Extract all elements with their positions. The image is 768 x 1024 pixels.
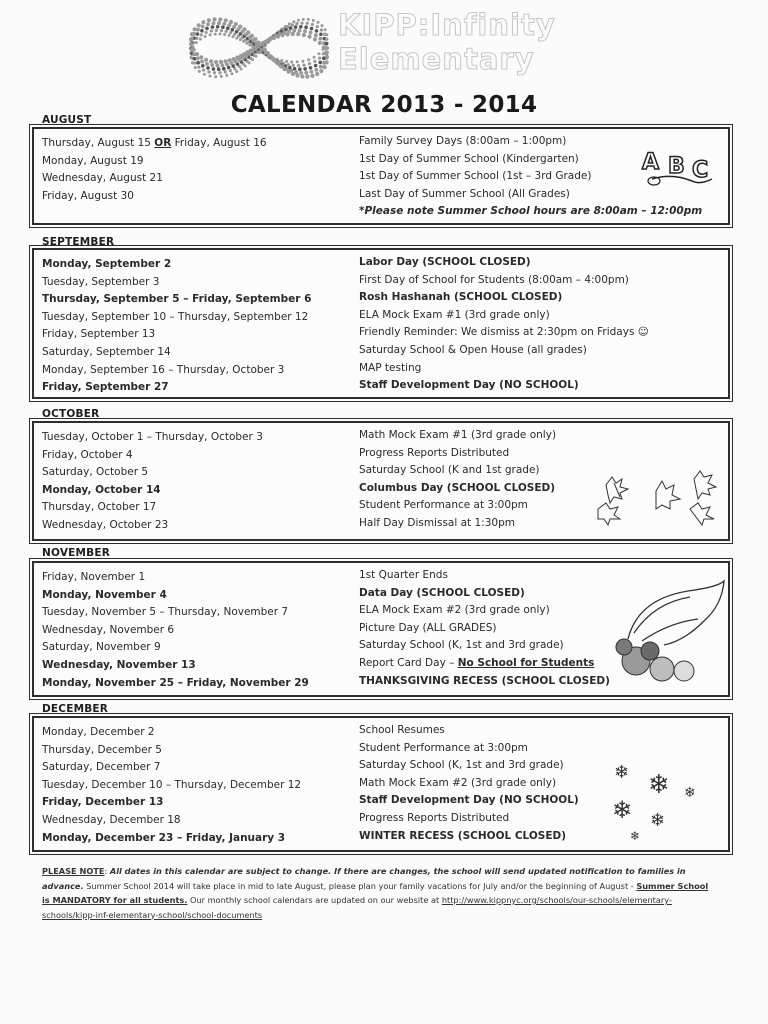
logo-dot <box>293 67 297 71</box>
logo-dot <box>306 22 309 25</box>
logo-dot <box>276 34 280 38</box>
date-row: Tuesday, December 10 – Thursday, December 12 <box>42 778 302 791</box>
logo-dot <box>269 54 273 58</box>
logo-dot <box>310 74 314 78</box>
logo-dot <box>318 52 321 55</box>
logo-dot <box>229 69 232 72</box>
logo-dot <box>325 42 329 46</box>
svg-text:B: B <box>668 154 685 179</box>
logo-dot <box>281 33 285 37</box>
logo-dot <box>318 61 322 65</box>
infinity-logo <box>180 10 338 86</box>
event-row: Progress Reports Distributed <box>359 811 510 824</box>
logo-dot <box>321 24 324 27</box>
logo-dot <box>198 70 201 73</box>
logo-dot <box>279 64 283 68</box>
logo-dot <box>190 32 194 36</box>
logo-dot <box>193 61 196 64</box>
date-row: Friday, November 1 <box>42 571 146 583</box>
logo-dot <box>218 71 221 74</box>
note-body: Summer School 2014 will take place in mid to late August, please plan your family vacations for July and/or the beginning of August - <box>83 880 637 891</box>
date-row: Monday, October 14 <box>42 483 161 496</box>
logo-dot <box>225 30 228 33</box>
logo-dot <box>202 68 205 71</box>
date-row: Saturday, September 14 <box>42 345 171 358</box>
school-documents-link[interactable]: http://www.kippnyc.org/schools/our-schools/elementary-schools/kipp-inf-elementary-school/school-documents <box>42 895 672 920</box>
logo-dot <box>319 69 323 73</box>
logo-dot <box>318 41 322 45</box>
logo-dot <box>325 33 328 36</box>
logo-dot <box>195 37 198 40</box>
event-row: School Resumes <box>359 724 445 736</box>
logo-dot <box>322 56 326 60</box>
logo-dot <box>291 32 295 36</box>
date-row: Thursday, August 15 OR Friday, August 16 <box>42 137 267 149</box>
logo-dot <box>268 37 272 41</box>
emphasis-or: OR <box>154 137 172 149</box>
logo-dot <box>210 63 214 67</box>
event-row: Friendly Reminder: We dismiss at 2:30pm on Fridays ☺ <box>359 326 649 339</box>
logo-dot <box>314 33 318 37</box>
logo-dot <box>219 33 222 36</box>
logo-dot <box>290 61 293 64</box>
logo-dot <box>304 25 308 29</box>
logo-dot <box>314 64 318 68</box>
logo-dot <box>205 27 209 31</box>
logo-dot <box>199 55 203 59</box>
month-label-august: AUGUST <box>42 114 92 126</box>
event-row: Picture Day (ALL GRADES) <box>359 621 497 634</box>
logo-dot <box>311 23 314 26</box>
logo-dot <box>292 20 295 23</box>
event-row: Student Performance at 3:00pm <box>359 741 528 754</box>
month-box-december <box>32 716 730 852</box>
logo-dot <box>303 29 307 33</box>
month-box-october <box>32 421 730 541</box>
logo-dot <box>292 64 295 67</box>
logo-dot <box>297 64 300 67</box>
event-row: Progress Reports Distributed <box>359 446 510 459</box>
logo-dot <box>229 31 232 34</box>
logo-dot <box>200 33 203 36</box>
logo-dot <box>235 70 238 73</box>
logo-dot <box>215 64 219 68</box>
logo-dot <box>317 21 320 24</box>
date-row: Saturday, December 7 <box>42 761 161 774</box>
logo-dot <box>223 33 226 36</box>
logo-dot <box>285 32 289 36</box>
event-row: Data Day (SCHOOL CLOSED) <box>359 586 525 599</box>
logo-dot <box>229 20 233 24</box>
logo-dot <box>204 35 207 38</box>
logo-dot <box>197 65 200 68</box>
note-mandatory: Summer School is MANDATORY for all students. <box>42 880 709 905</box>
event-row: Saturday School (K and 1st grade) <box>359 464 540 477</box>
logo-dot <box>313 56 316 59</box>
logo-dot <box>298 67 302 71</box>
note-body2: Our monthly school calendars are updated on our website at <box>187 895 442 905</box>
logo-dot <box>313 60 316 63</box>
month-box-september <box>32 248 730 399</box>
logo-dot <box>200 60 204 64</box>
logo-dot <box>302 63 305 66</box>
date-row: Thursday, December 5 <box>42 743 162 756</box>
logo-dot <box>232 57 236 61</box>
event-row: Half Day Dismissal at 1:30pm <box>359 516 515 529</box>
logo-dot <box>315 29 319 33</box>
logo-dot <box>302 33 306 37</box>
logo-dot <box>238 25 242 29</box>
logo-dot <box>304 71 308 75</box>
month-label-september: SEPTEMBER <box>42 236 115 248</box>
logo-dot <box>216 25 220 29</box>
logo-dot <box>192 48 196 52</box>
event-row: Family Survey Days (8:00am – 1:00pm) <box>359 135 567 147</box>
logo-dot <box>300 21 303 24</box>
logo-dot <box>222 67 226 71</box>
logo-dot <box>189 37 193 41</box>
snowflake-icon: ❄ ❄ ❄ ❄ ❄ ❄ <box>612 762 696 843</box>
logo-dot <box>322 61 326 65</box>
event-row: Saturday School & Open House (all grades) <box>359 343 587 356</box>
logo-dot <box>214 60 218 64</box>
logo-dot <box>253 37 257 41</box>
date-row: Tuesday, November 5 – Thursday, November 7 <box>42 606 289 619</box>
date-row: Monday, September 2 <box>42 258 172 270</box>
logo-dot <box>314 68 318 72</box>
svg-text:A: A <box>642 150 660 175</box>
date-row: Friday, December 13 <box>42 796 164 809</box>
month-label-november: NOVEMBER <box>42 547 111 559</box>
logo-dot <box>205 62 209 66</box>
logo-dot <box>206 22 210 26</box>
month-label-december: DECEMBER <box>42 703 109 715</box>
logo-dot <box>296 60 299 63</box>
logo-dot <box>220 29 223 32</box>
logo-dot <box>318 37 322 41</box>
logo-dot <box>272 58 276 62</box>
logo-dot <box>308 35 312 39</box>
logo-dot <box>223 59 227 63</box>
logo-dot <box>199 38 202 41</box>
logo-dot <box>299 71 303 75</box>
logo-dot <box>194 66 197 69</box>
date-row: Monday, August 19 <box>42 154 144 167</box>
logo-dot <box>324 51 328 55</box>
logo-dot <box>196 61 200 65</box>
event-row: Rosh Hashanah (SCHOOL CLOSED) <box>359 291 563 304</box>
event-row: Staff Development Day (NO SCHOOL) <box>359 379 579 392</box>
logo-dot <box>224 70 227 73</box>
logo-dot <box>206 66 210 70</box>
logo-dot <box>305 75 309 79</box>
logo-dot <box>288 22 291 25</box>
event-row: Staff Development Day (NO SCHOOL) <box>359 794 579 807</box>
logo-dot <box>209 33 212 36</box>
logo-dot <box>219 60 223 64</box>
logo-dot <box>309 66 313 70</box>
logo-dot <box>196 56 200 60</box>
logo-dot <box>242 27 246 31</box>
event-row: Saturday School (K, 1st and 3rd grade) <box>359 639 564 652</box>
logo-dot <box>297 19 300 22</box>
page-title: CALENDAR 2013 - 2014 <box>230 92 538 118</box>
date-row: Thursday, September 5 – Friday, September 6 <box>42 293 312 306</box>
event-row: THANKSGIVING RECESS (SCHOOL CLOSED) <box>359 674 610 687</box>
logo-dot <box>303 67 307 71</box>
note-italic: All dates in this calendar are subject to change. If there are changes, the school will send updated notification to families in advance. <box>42 866 686 891</box>
logo-dot <box>217 21 221 25</box>
logo-dot <box>266 51 270 55</box>
logo-dot <box>275 61 279 65</box>
logo-dot <box>195 41 198 44</box>
logo-dot <box>214 75 217 78</box>
logo-dot <box>309 70 313 74</box>
logo-dot <box>211 25 215 29</box>
cornucopia-icon <box>608 579 726 685</box>
logo-dot <box>221 25 225 29</box>
logo-dot <box>201 64 205 68</box>
logo-dot <box>291 23 294 26</box>
event-row: Math Mock Exam #2 (3rd grade only) <box>359 776 557 789</box>
logo-dot <box>213 71 216 74</box>
logo-dot <box>217 67 221 71</box>
logo-dot <box>224 18 228 22</box>
logo-dot <box>299 25 303 29</box>
logo-dot <box>201 24 205 28</box>
date-row: Tuesday, September 3 <box>42 275 160 288</box>
logo-dot <box>295 22 298 25</box>
logo-dot <box>209 75 212 78</box>
logo-dot <box>228 58 232 62</box>
month-label-october: OCTOBER <box>42 408 100 420</box>
logo-dot <box>294 25 298 29</box>
logo-dot <box>215 29 218 32</box>
logo-dot <box>323 65 327 69</box>
month-box-august <box>32 127 730 225</box>
logo-dot <box>310 27 314 31</box>
school-name <box>338 8 598 76</box>
date-row: Monday, December 2 <box>42 726 155 738</box>
logo-dot <box>319 33 323 37</box>
school-name-line1: KIPP:Infinity <box>338 8 556 42</box>
event-row: Labor Day (SCHOOL CLOSED) <box>359 256 531 268</box>
date-row: Tuesday, September 10 – Thursday, September 12 <box>42 310 309 323</box>
summer-hours-note: *Please note Summer School hours are 8:00am – 12:00pm <box>359 205 703 218</box>
event-row: Math Mock Exam #1 (3rd grade only) <box>359 429 557 441</box>
logo-dot <box>197 23 201 27</box>
logo-dot <box>302 18 305 21</box>
logo-dot <box>193 27 197 31</box>
month-box-november <box>32 561 730 697</box>
event-row: Columbus Day (SCHOOL CLOSED) <box>359 481 556 494</box>
svg-text:C: C <box>692 158 709 183</box>
logo-dot <box>319 65 323 69</box>
event-row: First Day of School for Students (8:00am – 4:00pm) <box>359 273 629 286</box>
logo-dot <box>296 32 300 36</box>
logo-dot <box>201 20 205 24</box>
logo-dot <box>204 58 208 62</box>
event-row: 1st Quarter Ends <box>359 569 448 581</box>
date-row: Thursday, October 17 <box>42 501 157 514</box>
note-lead: PLEASE NOTE <box>42 866 105 876</box>
date-row: Wednesday, December 18 <box>42 813 181 826</box>
date-row: Monday, September 16 – Thursday, October 3 <box>42 363 285 376</box>
logo-dot <box>313 37 317 41</box>
logo-dot <box>307 18 310 21</box>
no-school-emphasis: No School for Students <box>457 656 595 669</box>
logo-dot <box>287 63 290 66</box>
date-row: Wednesday, October 23 <box>42 518 169 531</box>
date-row: Monday, November 4 <box>42 588 167 601</box>
logo-dot <box>209 59 213 63</box>
logo-dot <box>200 29 204 33</box>
logo-dot <box>264 39 268 43</box>
logo-dot <box>309 31 313 35</box>
date-row: Wednesday, August 21 <box>42 172 163 185</box>
logo-dot <box>207 70 210 73</box>
logo-dot <box>295 73 299 77</box>
logo-dot <box>300 74 304 78</box>
date-row: Monday, November 25 – Friday, November 29 <box>42 676 309 689</box>
date-row: Friday, September 27 <box>42 381 169 394</box>
logo-dot <box>272 36 276 40</box>
logo-dot <box>203 73 206 76</box>
logo-dot <box>289 26 293 30</box>
logo-dot <box>320 28 323 31</box>
event-row: MAP testing <box>359 361 422 374</box>
event-row: ELA Mock Exam #2 (3rd grade only) <box>359 604 550 617</box>
logo-dot <box>291 72 295 76</box>
event-row: Student Performance at 3:00pm <box>359 499 528 512</box>
logo-dot <box>210 29 213 32</box>
logo-dot <box>214 33 217 36</box>
logo-dot <box>325 38 328 41</box>
logo-dot <box>195 52 199 56</box>
logo-dot <box>207 18 211 22</box>
logo-dot <box>218 17 222 21</box>
logo-dot <box>212 21 216 25</box>
date-row: Saturday, November 9 <box>42 641 161 654</box>
logo-dot <box>250 34 254 38</box>
logo-dot <box>220 75 223 78</box>
logo-dot <box>307 58 310 61</box>
logo-dot <box>189 43 193 47</box>
date-row: Saturday, October 5 <box>42 466 149 479</box>
event-row: 1st Day of Summer School (1st – 3rd Grade) <box>359 170 592 183</box>
date-row: Tuesday, October 1 – Thursday, October 3 <box>42 431 263 443</box>
date-row: Friday, August 30 <box>42 189 134 202</box>
date-row: Wednesday, November 13 <box>42 658 196 671</box>
leaves-icon <box>594 465 724 527</box>
event-row: 1st Day of Summer School (Kindergarten) <box>359 152 579 165</box>
date-row: Friday, October 4 <box>42 448 133 461</box>
school-name-line2: Elementary <box>338 42 535 76</box>
logo-dot <box>228 34 231 37</box>
date-row: Friday, September 13 <box>42 328 156 341</box>
event-row: ELA Mock Exam #1 (3rd grade only) <box>359 308 550 321</box>
footer-note: PLEASE NOTE: All dates in this calendar are subject to change. If there are changes, the school will send updated notification to families in advance. Summer School 2014 will take place in mid to late August, please plan your family vacations for July and/or the beginning of August - Summer School is MANDATORY for all students. Our monthly school calendars are updated on our website at http://www.kippnyc.org/schools/our-schools/elementary-schools/kipp-inf-elementary-school/school-documents <box>42 866 709 920</box>
logo-dot <box>230 72 233 75</box>
logo-dot <box>213 17 217 21</box>
logo-dot <box>285 60 288 63</box>
abc-icon <box>638 143 720 191</box>
logo-dot <box>324 46 328 50</box>
logo-dot <box>312 19 315 22</box>
logo-dot <box>308 62 311 65</box>
logo-dot <box>315 72 319 76</box>
date-row: Monday, December 23 – Friday, January 3 <box>42 831 286 844</box>
logo-dot <box>316 25 319 28</box>
event-row: Saturday School (K, 1st and 3rd grade) <box>359 759 564 772</box>
logo-dot <box>324 28 327 31</box>
logo-dot <box>301 60 304 63</box>
event-row: Report Card Day – No School for Students <box>359 656 595 669</box>
logo-dot <box>234 22 238 26</box>
event-row: WINTER RECESS (SCHOOL CLOSED) <box>359 829 567 842</box>
logo-dot <box>298 29 302 33</box>
logo-dot <box>318 56 321 59</box>
logo-dot <box>246 30 250 34</box>
date-row: Wednesday, November 6 <box>42 623 175 636</box>
logo-dot <box>283 67 287 71</box>
logo-dot <box>212 67 216 71</box>
logo-dot <box>225 74 228 77</box>
logo-dot <box>204 31 207 34</box>
event-row: Last Day of Summer School (All Grades) <box>359 187 570 200</box>
logo-dot <box>287 70 291 74</box>
